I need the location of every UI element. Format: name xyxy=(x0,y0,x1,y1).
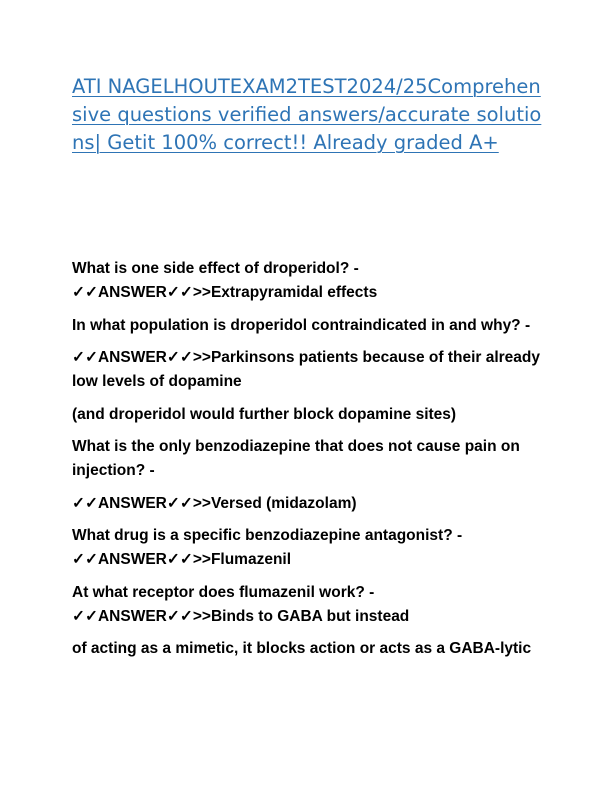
paragraph-benzodiazepine-pain-answer: ✓✓ANSWER✓✓>>Versed (midazolam) xyxy=(72,494,357,512)
paragraph-droperidol-side-effect: What is one side effect of droperidol? - ✓✓ANSWER✓✓>>Extrapyramidal effects xyxy=(72,260,378,301)
document-title[interactable]: ATI NAGELHOUTEXAM2TEST2024/25Comprehensive questions verified answers/accurate solutions| Getit 100% correct!! Already graded A+ xyxy=(72,75,542,154)
paragraph-droperidol-contraindication-answer: ✓✓ANSWER✓✓>>Parkinsons patients because of their already low levels of dopamine xyxy=(72,349,541,390)
paragraph-benzodiazepine-antagonist: What drug is a specific benzodiazepine antagonist? - ✓✓ANSWER✓✓>>Flumazenil xyxy=(72,527,463,568)
paragraph-flumazenil-action: of acting as a mimetic, it blocks action or acts as a GABA-lytic xyxy=(72,640,532,657)
paragraph-droperidol-contraindication-question: In what population is droperidol contraindicated in and why? - xyxy=(72,316,531,334)
paragraph-benzodiazepine-pain-question: What is the only benzodiazepine that does not cause pain on injection? - xyxy=(72,438,520,479)
document-body xyxy=(72,257,542,670)
paragraph-flumazenil-receptor: At what receptor does flumazenil work? - ✓✓ANSWER✓✓>>Binds to GABA but instead xyxy=(72,583,410,625)
paragraph-droperidol-dopamine-note: (and droperidol would further block dopamine sites) xyxy=(72,405,457,423)
